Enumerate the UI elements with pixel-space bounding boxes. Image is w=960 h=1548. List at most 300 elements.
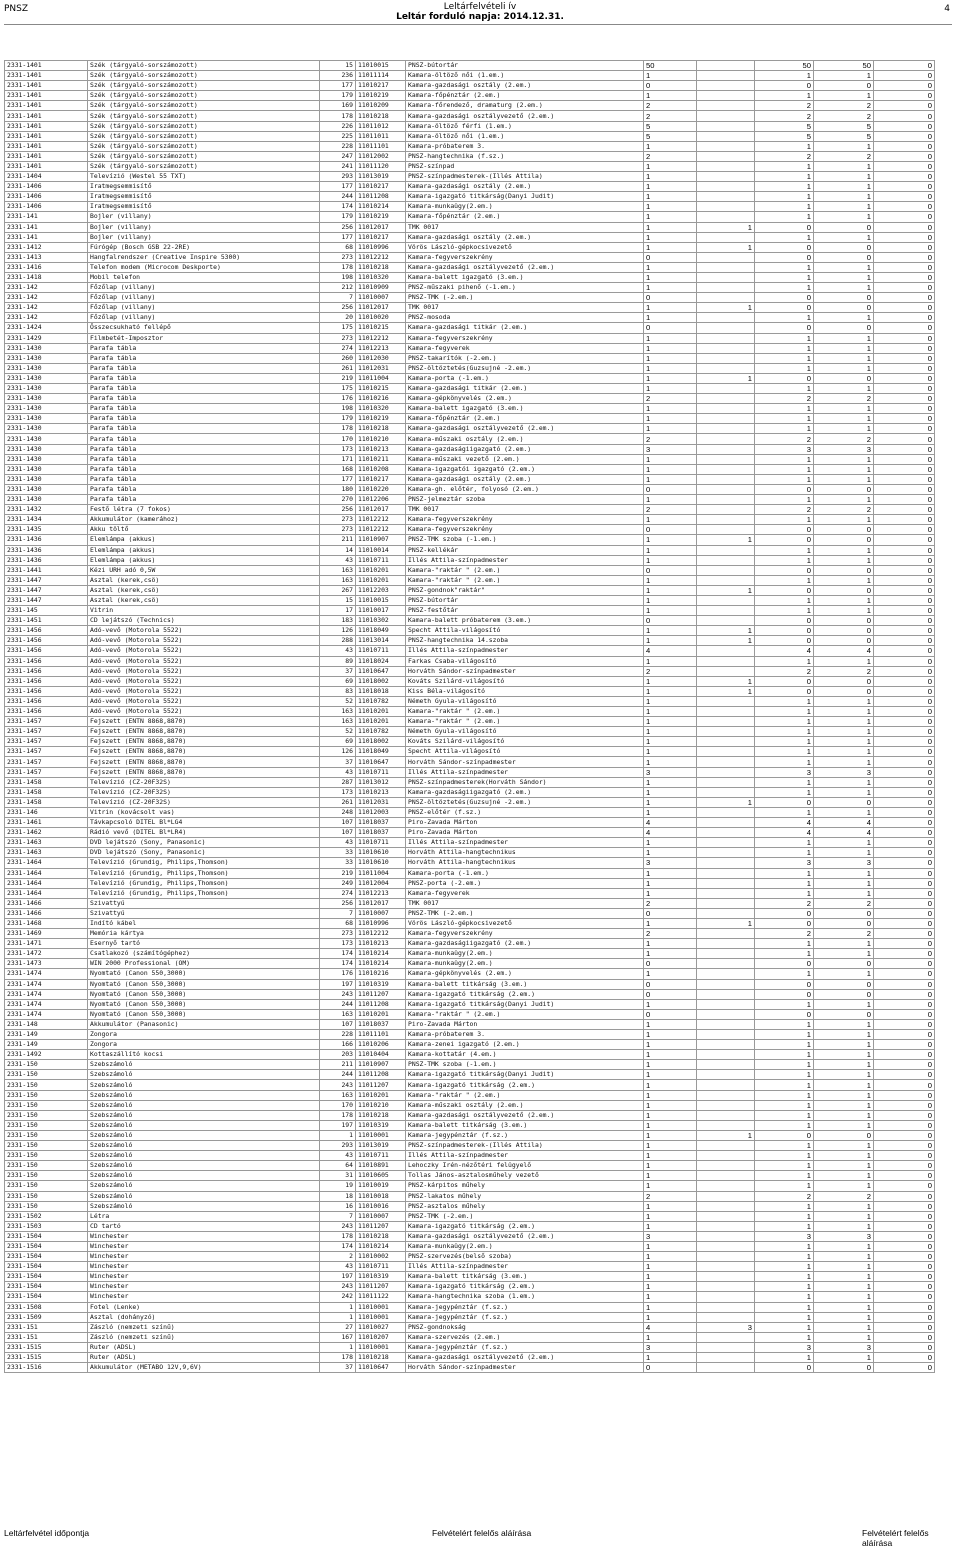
qty-actual-cell: 0 [814, 293, 874, 303]
qty-book-cell: 1 [644, 242, 697, 252]
asset-code-cell: 2331-151 [5, 1332, 88, 1342]
qty-deviation-cell: 0 [874, 1262, 935, 1272]
asset-code-cell: 2331-1504 [5, 1231, 88, 1241]
asset-code-cell: 2331-1456 [5, 676, 88, 686]
qty-actual-cell: 1 [814, 71, 874, 81]
qty-book-cell: 1 [644, 272, 697, 282]
qty-actual-cell: 1 [814, 696, 874, 706]
asset-name-cell: Főzőlap (villany) [88, 293, 320, 303]
qty-diff-cell: 1 [697, 676, 755, 686]
location-name-cell: Kamara-igazgató titkárság (2.em.) [406, 1080, 644, 1090]
location-code-cell: 11012017 [356, 505, 406, 515]
qty-book-cell: 3 [644, 1342, 697, 1352]
table-row [5, 1100, 935, 1110]
location-code-cell: 11018037 [356, 1019, 406, 1029]
qty-book-cell: 1 [644, 384, 697, 394]
qty-diff-cell [697, 767, 755, 777]
qty-diff-cell [697, 737, 755, 747]
asset-code-cell: 2331-1474 [5, 969, 88, 979]
location-id-cell: 68 [320, 918, 356, 928]
asset-name-cell: Parafa tábla [88, 404, 320, 414]
qty-book-cell: 1 [644, 1120, 697, 1130]
location-id-cell: 16 [320, 1201, 356, 1211]
asset-code-cell: 2331-1430 [5, 424, 88, 434]
asset-code-cell: 2331-150 [5, 1141, 88, 1151]
asset-name-cell: Parafa tábla [88, 434, 320, 444]
location-code-cell: 11010320 [356, 272, 406, 282]
qty-deviation-cell: 0 [874, 626, 935, 636]
qty-deviation-cell: 0 [874, 172, 935, 182]
location-code-cell: 11012017 [356, 222, 406, 232]
location-name-cell: PNSZ-TMK (-2.em.) [406, 908, 644, 918]
asset-name-cell: Nyomtató (Canon 550,3000) [88, 999, 320, 1009]
location-code-cell: 11010210 [356, 434, 406, 444]
location-name-cell: Illés Attila-színpadmester [406, 1151, 644, 1161]
qty-actual-cell: 1 [814, 707, 874, 717]
qty-diff-cell [697, 474, 755, 484]
location-name-cell: PNSZ-gondnokság [406, 1322, 644, 1332]
qty-book-cell: 3 [644, 767, 697, 777]
qty-book-cell: 1 [644, 1201, 697, 1211]
location-name-cell: Kamara-gazdasági titkár (2.em.) [406, 323, 644, 333]
location-name-cell: Kamara-"raktár " (2.em.) [406, 565, 644, 575]
location-id-cell: 15 [320, 595, 356, 605]
location-code-cell: 11010207 [356, 1332, 406, 1342]
asset-name-cell: Winchester [88, 1262, 320, 1272]
qty-actual-cell: 1 [814, 1171, 874, 1181]
qty-diff-cell [697, 343, 755, 353]
qty-book-cell: 1 [644, 999, 697, 1009]
qty-deviation-cell: 0 [874, 585, 935, 595]
location-name-cell: Kamara-gazdasági osztály (2.em.) [406, 474, 644, 484]
table-row [5, 1342, 935, 1352]
qty-diff-cell [697, 969, 755, 979]
asset-code-cell: 2331-1458 [5, 777, 88, 787]
location-code-cell: 11010215 [356, 323, 406, 333]
location-id-cell: 274 [320, 343, 356, 353]
asset-code-cell: 2331-1430 [5, 414, 88, 424]
qty-counted-cell: 1 [755, 1241, 814, 1251]
qty-deviation-cell: 0 [874, 1151, 935, 1161]
location-id-cell: 173 [320, 939, 356, 949]
qty-deviation-cell: 0 [874, 71, 935, 81]
location-id-cell: 178 [320, 111, 356, 121]
location-code-cell: 11010213 [356, 787, 406, 797]
qty-counted-cell: 1 [755, 707, 814, 717]
location-code-cell: 11012030 [356, 353, 406, 363]
qty-book-cell: 1 [644, 172, 697, 182]
location-name-cell: Kamara-igazgató titkárság (2.em.) [406, 1282, 644, 1292]
asset-name-cell: Szebszámoló [88, 1090, 320, 1100]
qty-counted-cell: 1 [755, 999, 814, 1009]
asset-name-cell: Zászló (nemzeti színű) [88, 1332, 320, 1342]
table-row [5, 1353, 935, 1363]
qty-diff-cell [697, 444, 755, 454]
location-code-cell: 11010219 [356, 91, 406, 101]
qty-counted-cell: 1 [755, 1292, 814, 1302]
asset-name-cell: Zászló (nemzeti színű) [88, 1322, 320, 1332]
table-row [5, 666, 935, 676]
qty-book-cell: 4 [644, 828, 697, 838]
table-row [5, 626, 935, 636]
asset-code-cell: 2331-1430 [5, 495, 88, 505]
qty-actual-cell: 1 [814, 192, 874, 202]
qty-deviation-cell: 0 [874, 929, 935, 939]
qty-deviation-cell: 0 [874, 505, 935, 515]
location-id-cell: 163 [320, 575, 356, 585]
location-id-cell: 261 [320, 363, 356, 373]
location-name-cell: Kamara-gazdasági osztály (2.em.) [406, 182, 644, 192]
qty-actual-cell: 1 [814, 868, 874, 878]
location-name-cell: PNSZ-előtér (f.sz.) [406, 807, 644, 817]
qty-deviation-cell: 0 [874, 303, 935, 313]
qty-counted-cell: 0 [755, 1009, 814, 1019]
asset-code-cell: 2331-1401 [5, 161, 88, 171]
qty-diff-cell [697, 575, 755, 585]
qty-book-cell: 1 [644, 1070, 697, 1080]
table-row [5, 1292, 935, 1302]
location-code-cell: 11010404 [356, 1050, 406, 1060]
location-code-cell: 11012203 [356, 585, 406, 595]
table-row [5, 989, 935, 999]
asset-code-cell: 2331-1456 [5, 646, 88, 656]
qty-deviation-cell: 0 [874, 212, 935, 222]
location-code-cell: 11013014 [356, 636, 406, 646]
qty-deviation-cell: 0 [874, 969, 935, 979]
location-id-cell: 177 [320, 81, 356, 91]
asset-name-cell: Adó-vevő (Motorola 5522) [88, 686, 320, 696]
table-row [5, 676, 935, 686]
qty-counted-cell: 1 [755, 787, 814, 797]
table-row [5, 1231, 935, 1241]
qty-diff-cell [697, 353, 755, 363]
qty-book-cell: 1 [644, 1292, 697, 1302]
qty-book-cell: 1 [644, 757, 697, 767]
table-row [5, 394, 935, 404]
location-id-cell: 211 [320, 535, 356, 545]
asset-name-cell: Filmbetét-Imposztor [88, 333, 320, 343]
asset-code-cell: 2331-1447 [5, 595, 88, 605]
qty-actual-cell: 0 [814, 686, 874, 696]
qty-diff-cell [697, 1171, 755, 1181]
qty-counted-cell: 0 [755, 616, 814, 626]
qty-diff-cell [697, 868, 755, 878]
qty-diff-cell [697, 656, 755, 666]
location-code-cell: 11010211 [356, 454, 406, 464]
qty-diff-cell [697, 959, 755, 969]
qty-actual-cell: 2 [814, 101, 874, 111]
asset-name-cell: Szebszámoló [88, 1130, 320, 1140]
location-name-cell: Illés Attila-színpadmester [406, 767, 644, 777]
qty-diff-cell [697, 1221, 755, 1231]
qty-book-cell: 1 [644, 686, 697, 696]
qty-counted-cell: 1 [755, 747, 814, 757]
location-code-cell: 11010201 [356, 1090, 406, 1100]
asset-code-cell: 2331-1401 [5, 61, 88, 71]
location-code-cell: 11010001 [356, 1302, 406, 1312]
qty-diff-cell [697, 807, 755, 817]
location-code-cell: 11012212 [356, 525, 406, 535]
asset-name-cell: Nyomtató (Canon 550,3000) [88, 969, 320, 979]
qty-counted-cell: 1 [755, 1120, 814, 1130]
qty-actual-cell: 1 [814, 656, 874, 666]
table-row [5, 242, 935, 252]
asset-code-cell: 2331-1401 [5, 101, 88, 111]
qty-diff-cell [697, 696, 755, 706]
qty-book-cell: 1 [644, 313, 697, 323]
asset-code-cell: 2331-1413 [5, 252, 88, 262]
location-name-cell: Kamara-próbaterem 3. [406, 1030, 644, 1040]
qty-actual-cell: 1 [814, 1110, 874, 1120]
location-code-cell: 11010647 [356, 666, 406, 676]
location-code-cell: 11010610 [356, 858, 406, 868]
location-code-cell: 11011012 [356, 121, 406, 131]
qty-diff-cell [697, 454, 755, 464]
location-id-cell: 267 [320, 585, 356, 595]
table-row [5, 1141, 935, 1151]
asset-code-cell: 2331-1441 [5, 565, 88, 575]
qty-deviation-cell: 0 [874, 424, 935, 434]
table-row [5, 929, 935, 939]
location-name-cell: Kamara-balett titkárság (3.em.) [406, 1272, 644, 1282]
asset-code-cell: 2331-146 [5, 807, 88, 817]
qty-book-cell: 1 [644, 676, 697, 686]
location-id-cell: 176 [320, 969, 356, 979]
location-name-cell: PNSZ-festőtár [406, 606, 644, 616]
location-code-cell: 11010320 [356, 404, 406, 414]
location-id-cell: 171 [320, 454, 356, 464]
location-name-cell: Kamara-igazgató titkárság (2.em.) [406, 1221, 644, 1231]
asset-code-cell: 2331-1401 [5, 111, 88, 121]
qty-counted-cell: 1 [755, 1262, 814, 1272]
qty-counted-cell: 2 [755, 394, 814, 404]
asset-code-cell: 2331-1430 [5, 404, 88, 414]
asset-name-cell: Főzőlap (villany) [88, 303, 320, 313]
qty-book-cell: 1 [644, 1050, 697, 1060]
location-code-cell: 11010201 [356, 565, 406, 575]
table-row [5, 414, 935, 424]
location-name-cell: TMK 0017 [406, 898, 644, 908]
location-code-cell: 11010201 [356, 717, 406, 727]
location-id-cell: 228 [320, 141, 356, 151]
location-code-cell: 11010220 [356, 484, 406, 494]
asset-name-cell: Akkumulátor (kamerához) [88, 515, 320, 525]
asset-name-cell: Rádió vevő (DITEL Bl*LR4) [88, 828, 320, 838]
location-id-cell: 174 [320, 202, 356, 212]
table-row [5, 323, 935, 333]
location-id-cell: 163 [320, 707, 356, 717]
location-name-cell: PNSZ-mosoda [406, 313, 644, 323]
location-code-cell: 11011122 [356, 1292, 406, 1302]
table-row [5, 1130, 935, 1140]
asset-code-cell: 2331-1456 [5, 696, 88, 706]
asset-name-cell: Parafa tábla [88, 373, 320, 383]
qty-book-cell: 1 [644, 1141, 697, 1151]
asset-code-cell: 2331-1457 [5, 757, 88, 767]
location-name-cell: PNSZ-asztalos műhely [406, 1201, 644, 1211]
asset-name-cell: Asztal (dohányzó) [88, 1312, 320, 1322]
asset-code-cell: 2331-1473 [5, 959, 88, 969]
asset-name-cell: Parafa tábla [88, 343, 320, 353]
qty-deviation-cell: 0 [874, 394, 935, 404]
qty-diff-cell [697, 464, 755, 474]
asset-name-cell: DVD lejátszó (Sony, Panasonic) [88, 838, 320, 848]
location-code-cell: 11011101 [356, 1030, 406, 1040]
qty-actual-cell: 1 [814, 474, 874, 484]
asset-code-cell: 2331-1464 [5, 888, 88, 898]
qty-book-cell: 1 [644, 333, 697, 343]
table-row [5, 232, 935, 242]
qty-actual-cell: 0 [814, 989, 874, 999]
qty-counted-cell: 1 [755, 212, 814, 222]
qty-counted-cell: 0 [755, 908, 814, 918]
asset-name-cell: Szebszámoló [88, 1100, 320, 1110]
location-code-cell: 11010217 [356, 182, 406, 192]
location-code-cell: 11010002 [356, 1252, 406, 1262]
asset-code-cell: 2331-150 [5, 1171, 88, 1181]
qty-book-cell: 2 [644, 101, 697, 111]
qty-book-cell: 1 [644, 161, 697, 171]
inventory-table [4, 60, 935, 1373]
location-code-cell: 11010214 [356, 959, 406, 969]
qty-diff-cell [697, 858, 755, 868]
qty-diff-cell [697, 999, 755, 1009]
table-row [5, 1019, 935, 1029]
table-row [5, 606, 935, 616]
qty-book-cell: 1 [644, 777, 697, 787]
location-id-cell: 43 [320, 1151, 356, 1161]
table-row [5, 363, 935, 373]
qty-diff-cell [697, 212, 755, 222]
qty-book-cell: 1 [644, 414, 697, 424]
table-row [5, 908, 935, 918]
location-id-cell: 31 [320, 1171, 356, 1181]
qty-diff-cell [697, 1191, 755, 1201]
asset-name-cell: Festő létra (7 fokos) [88, 505, 320, 515]
location-id-cell: 175 [320, 323, 356, 333]
qty-actual-cell: 0 [814, 797, 874, 807]
qty-book-cell: 1 [644, 807, 697, 817]
qty-diff-cell [697, 717, 755, 727]
location-code-cell: 11010201 [356, 575, 406, 585]
qty-deviation-cell: 0 [874, 252, 935, 262]
table-row [5, 838, 935, 848]
qty-book-cell: 1 [644, 595, 697, 605]
qty-diff-cell [697, 606, 755, 616]
asset-name-cell: Hangfalrendszer (Creative Inspire 5300) [88, 252, 320, 262]
qty-book-cell: 1 [644, 474, 697, 484]
location-code-cell: 11010027 [356, 1322, 406, 1332]
qty-actual-cell: 1 [814, 1262, 874, 1272]
table-row [5, 424, 935, 434]
qty-actual-cell: 2 [814, 151, 874, 161]
location-id-cell: 89 [320, 656, 356, 666]
qty-actual-cell: 1 [814, 939, 874, 949]
qty-diff-cell [697, 1231, 755, 1241]
table-row [5, 202, 935, 212]
qty-diff-cell [697, 878, 755, 888]
table-row [5, 192, 935, 202]
asset-code-cell: 2331-1401 [5, 121, 88, 131]
asset-code-cell: 2331-1461 [5, 818, 88, 828]
asset-name-cell: Parafa tábla [88, 495, 320, 505]
location-code-cell: 11012212 [356, 252, 406, 262]
location-code-cell: 11010891 [356, 1161, 406, 1171]
qty-book-cell: 1 [644, 868, 697, 878]
asset-name-cell: Fotel (Lenke) [88, 1302, 320, 1312]
qty-diff-cell [697, 61, 755, 71]
qty-actual-cell: 1 [814, 495, 874, 505]
qty-book-cell: 1 [644, 1282, 697, 1292]
location-code-cell: 11010215 [356, 384, 406, 394]
qty-actual-cell: 1 [814, 404, 874, 414]
qty-actual-cell: 1 [814, 1050, 874, 1060]
location-id-cell: 7 [320, 293, 356, 303]
qty-book-cell: 1 [644, 949, 697, 959]
asset-name-cell: Adó-vevő (Motorola 5522) [88, 646, 320, 656]
qty-actual-cell: 4 [814, 646, 874, 656]
qty-book-cell: 1 [644, 1030, 697, 1040]
asset-name-cell: Szebszámoló [88, 1141, 320, 1151]
qty-counted-cell: 4 [755, 646, 814, 656]
asset-code-cell: 2331-1457 [5, 717, 88, 727]
asset-name-cell: Esernyő tartó [88, 939, 320, 949]
qty-actual-cell: 0 [814, 242, 874, 252]
location-id-cell: 1 [320, 1312, 356, 1322]
qty-deviation-cell: 0 [874, 999, 935, 1009]
qty-deviation-cell: 0 [874, 161, 935, 171]
qty-deviation-cell: 0 [874, 373, 935, 383]
location-code-cell: 11010014 [356, 545, 406, 555]
location-code-cell: 11018037 [356, 818, 406, 828]
location-code-cell: 11010016 [356, 1201, 406, 1211]
qty-deviation-cell: 0 [874, 434, 935, 444]
qty-deviation-cell: 0 [874, 1110, 935, 1120]
table-row [5, 182, 935, 192]
qty-diff-cell: 1 [697, 636, 755, 646]
location-name-cell: Piro-Zavada Márton [406, 818, 644, 828]
location-name-cell: Kamara-gh. előtér, folyosó (2.em.) [406, 484, 644, 494]
qty-counted-cell: 3 [755, 444, 814, 454]
location-id-cell: 7 [320, 908, 356, 918]
qty-actual-cell: 1 [814, 1221, 874, 1231]
location-code-cell: 11012002 [356, 151, 406, 161]
location-code-cell: 11010909 [356, 283, 406, 293]
asset-name-cell: Csatlakozó (számítógéphez) [88, 949, 320, 959]
location-id-cell: 163 [320, 565, 356, 575]
qty-diff-cell: 1 [697, 535, 755, 545]
qty-actual-cell: 1 [814, 424, 874, 434]
location-id-cell: 180 [320, 484, 356, 494]
qty-counted-cell: 1 [755, 313, 814, 323]
qty-deviation-cell: 0 [874, 333, 935, 343]
qty-diff-cell [697, 1090, 755, 1100]
location-name-cell: Kamara-fegyverszekrény [406, 525, 644, 535]
qty-diff-cell [697, 1110, 755, 1120]
location-name-cell: Kamara-zenei igazgató (2.em.) [406, 1040, 644, 1050]
qty-diff-cell [697, 182, 755, 192]
asset-name-cell: Iratmegsemmisítő [88, 192, 320, 202]
location-code-cell: 11010209 [356, 101, 406, 111]
qty-counted-cell: 1 [755, 1040, 814, 1050]
qty-diff-cell [697, 131, 755, 141]
qty-counted-cell: 5 [755, 121, 814, 131]
qty-deviation-cell: 0 [874, 182, 935, 192]
qty-deviation-cell: 0 [874, 666, 935, 676]
qty-book-cell: 0 [644, 81, 697, 91]
location-code-cell: 11018049 [356, 626, 406, 636]
qty-deviation-cell: 0 [874, 404, 935, 414]
